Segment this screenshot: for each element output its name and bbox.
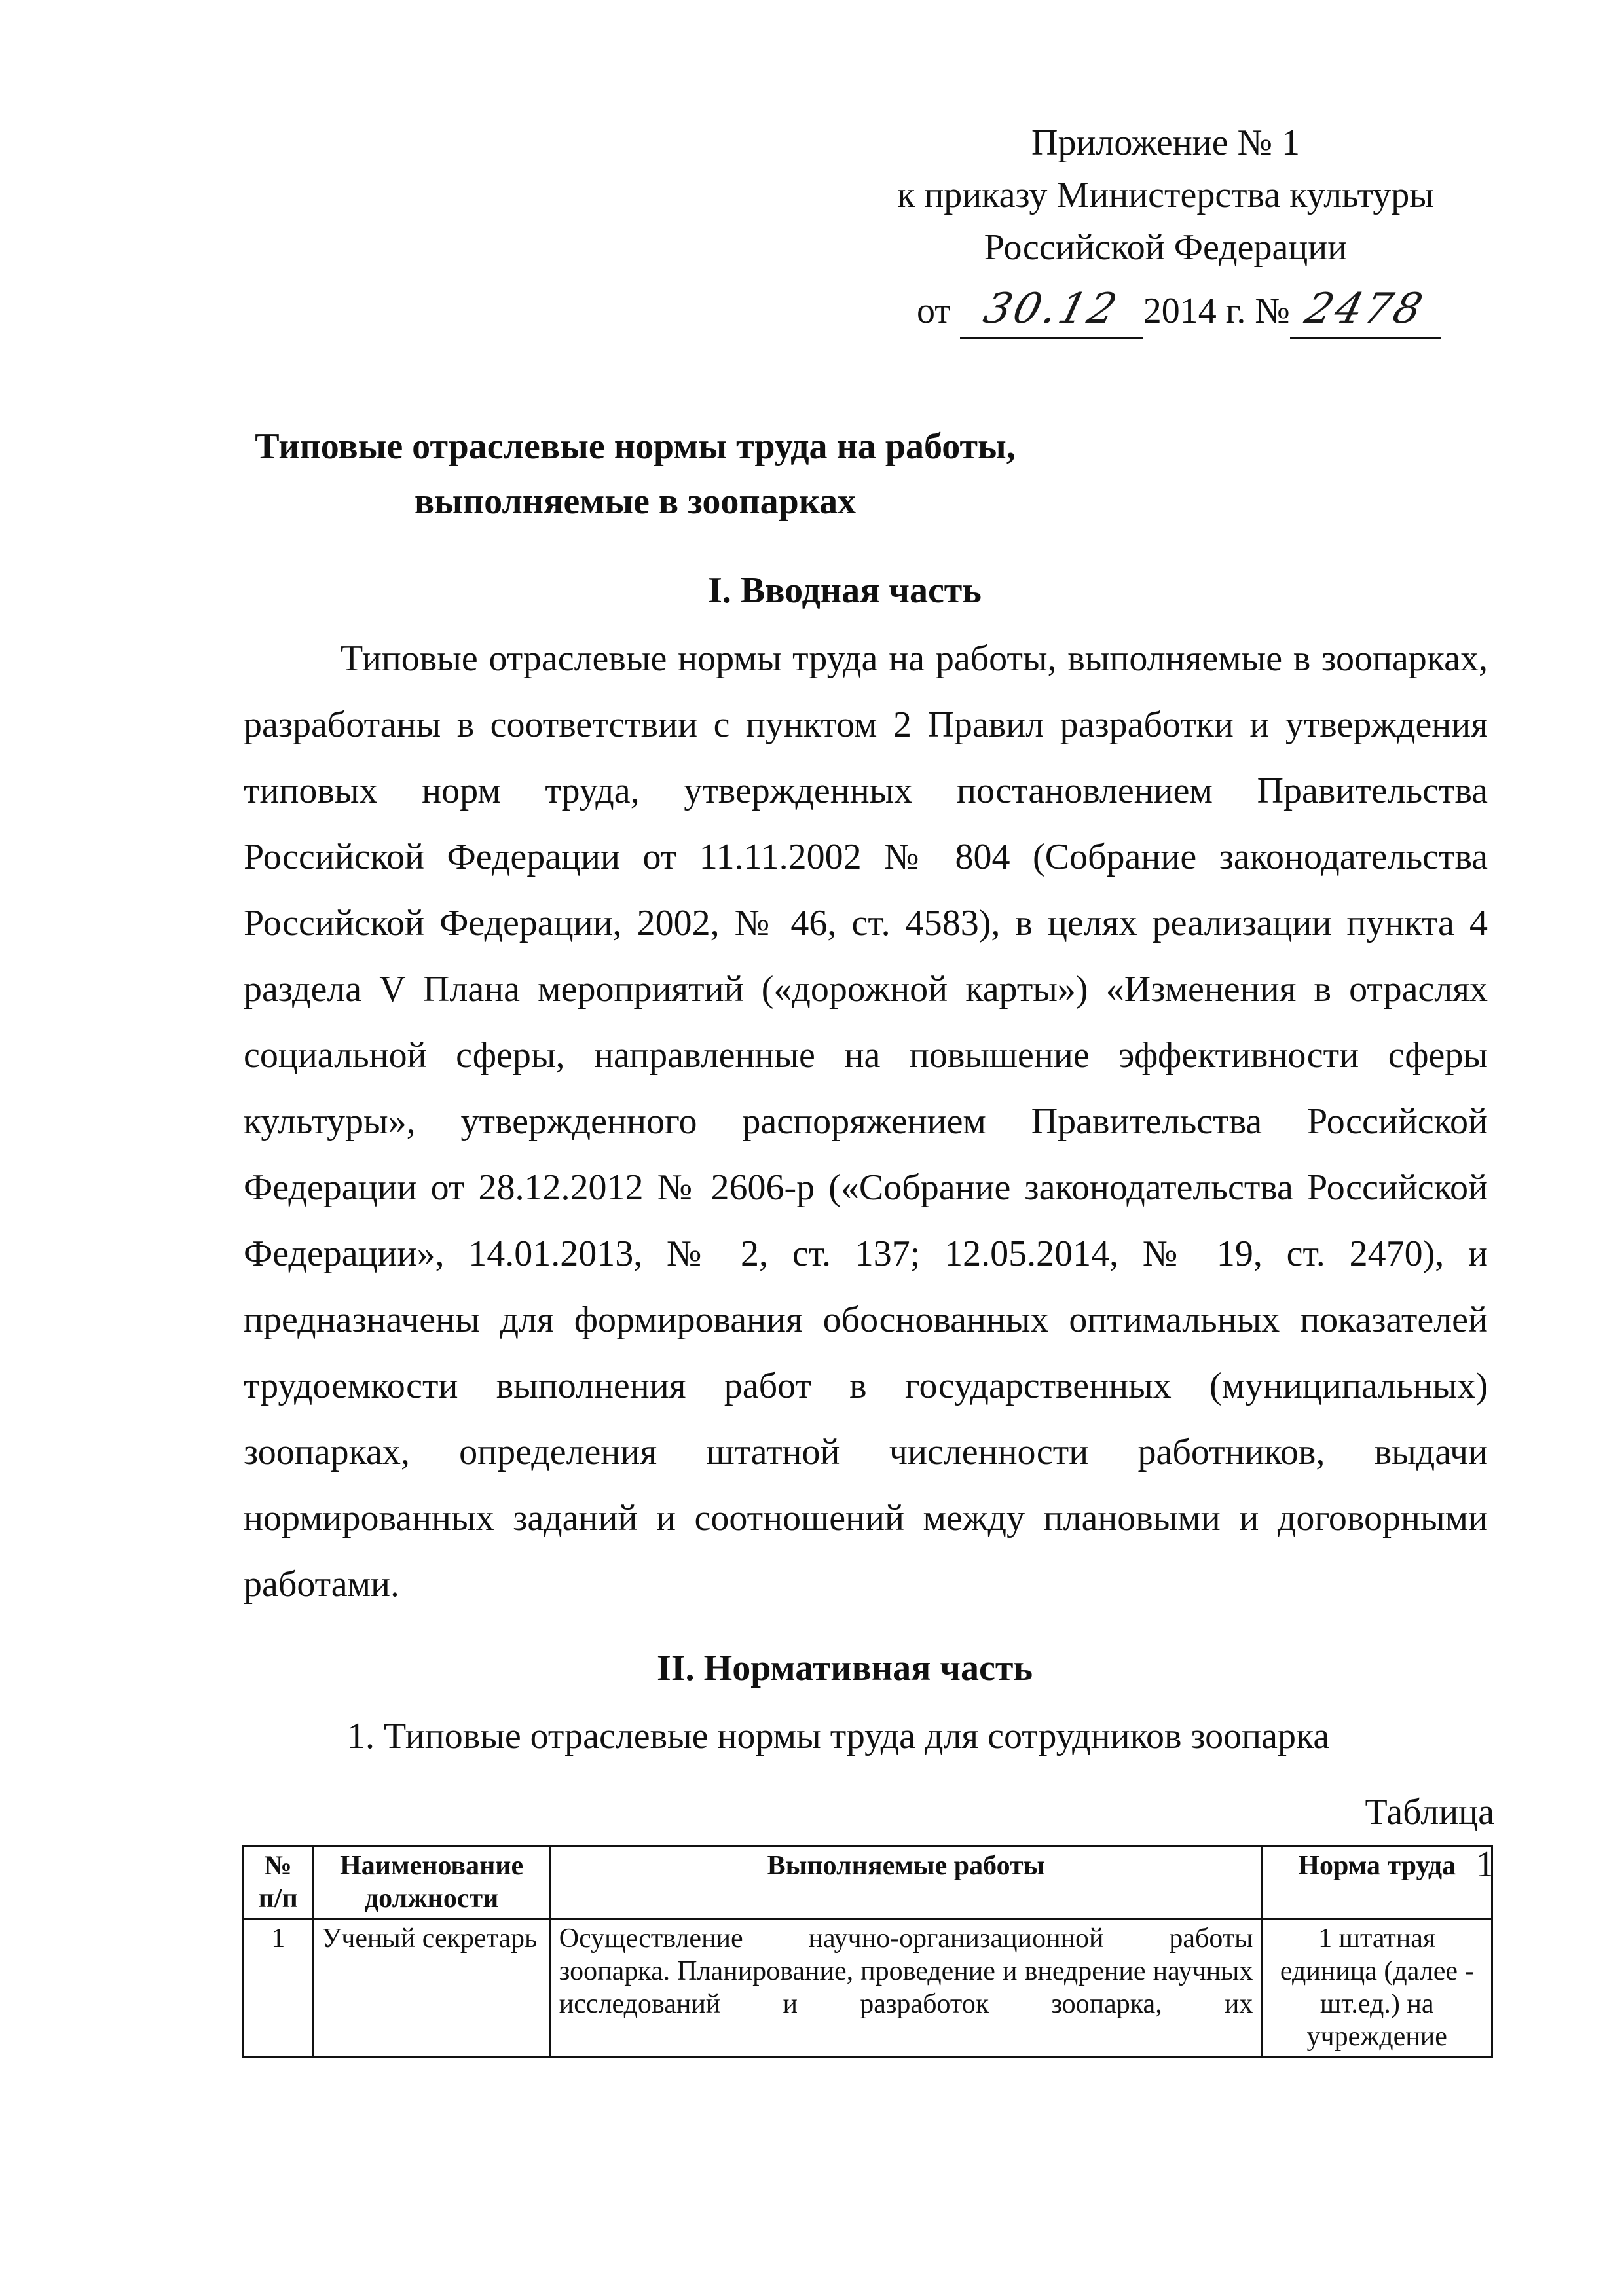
annex-line-1: Приложение № 1	[1031, 122, 1300, 163]
header-position: Наименование должности	[313, 1846, 550, 1919]
header-num: № п/п	[244, 1846, 314, 1919]
document-title	[196, 419, 1074, 529]
order-date-line	[917, 283, 1441, 339]
cell-norm: 1 штатная единица (далее - шт.ед.) на учреждение	[1262, 1919, 1492, 2057]
table-header-row	[244, 1846, 1492, 1919]
intro-paragraph: Типовые отраслевые нормы труда на работы, выполняемые в зоопарках, разработаны в соответствии с пунктом 2 Правил разработки и утверждения типовых норм труда, утвержденных постановлением Правительства Российской Федерации от 11.11.2002 № 804 (Собрание законодательства Российской Федерации, 2002, № 46, ст. 4583), в целях реализации пункта 4 раздела V Плана мероприятий («дорожной карты») «Изменения в отраслях социальной сферы, направленные на повышение эффективности сферы культуры», утвержденного распоряжением Правительства Российской Федерации от 28.12.2012 № 2606-р («Собрание законодательства Российской Федерации», 14.01.2013, № 2, ст. 137; 12.05.2014, № 19, ст. 2470), и предназначены для формирования обоснованных оптимальных показателей трудоемкости выполнения работ в государственных (муниципальных) зоопарках, определения штатной численности работников, выдачи нормированных заданий и соотношений между плановыми и договорными работами.	[244, 638, 1488, 1605]
list-item-1: 1. Типовые отраслевые нормы труда для сотрудников зоопарка	[347, 1716, 1330, 1757]
date-prefix: от	[917, 291, 951, 331]
date-year: 2014 г. №	[1143, 291, 1290, 331]
cell-work: Осуществление научно-организационной работы зоопарка. Планирование, проведение и внедрение научных исследований и разработок зоопарка, их	[550, 1919, 1262, 2057]
annex-line-2: к приказу Министерства культуры	[897, 175, 1434, 215]
section-1-heading: I. Вводная часть	[708, 570, 982, 611]
table-label: Таблица 1	[1365, 1792, 1494, 1885]
handwritten-number: 2478	[1290, 283, 1441, 339]
title-line-2: выполняемые в зоопарках	[414, 481, 857, 522]
section-2-heading: II. Нормативная часть	[657, 1648, 1033, 1688]
cell-position: Ученый секретарь	[313, 1919, 550, 2057]
norms-table	[242, 1845, 1493, 2058]
handwritten-date: 30.12	[960, 283, 1143, 339]
cell-num: 1	[244, 1919, 314, 2057]
annex-block	[825, 117, 1506, 274]
header-work: Выполняемые работы	[550, 1846, 1262, 1919]
title-line-1: Типовые отраслевые нормы труда на работы,	[255, 426, 1016, 467]
annex-line-3: Российской Федерации	[984, 227, 1348, 268]
table-row	[244, 1919, 1492, 2057]
header-norm: Норма труда	[1262, 1846, 1492, 1919]
